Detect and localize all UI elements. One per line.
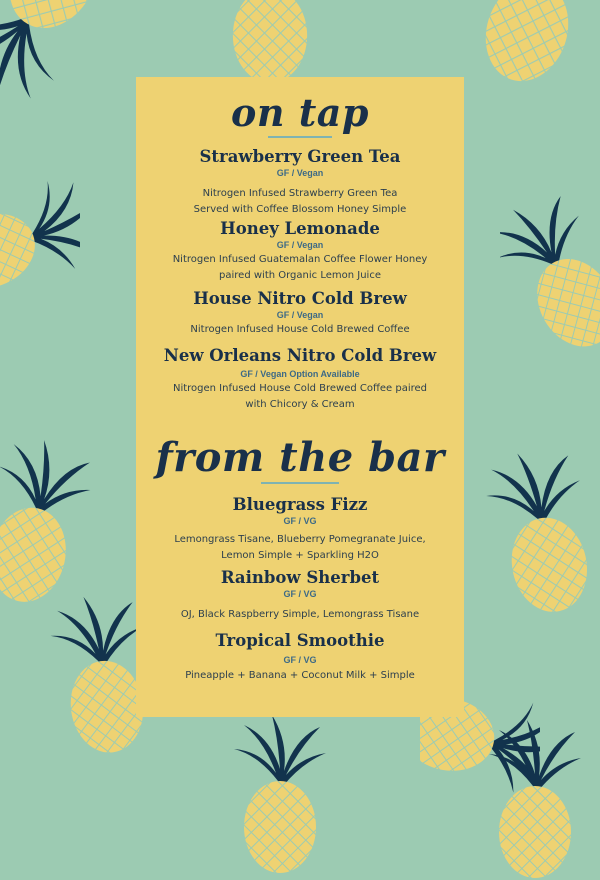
item-tag: GF / Vegan Option Available <box>240 369 360 380</box>
item-description <box>136 381 464 412</box>
item-description-line: Lemon Simple + Sparkling H2O <box>221 549 379 561</box>
item-tag: GF / VG <box>283 589 317 600</box>
pineapple-icon <box>0 0 100 100</box>
item-description-line: Nitrogen Infused Guatemalan Coffee Flower Honey <box>172 254 428 266</box>
menu-item <box>136 569 464 623</box>
pineapple-icon <box>500 195 600 355</box>
menu-item <box>136 347 464 412</box>
menu-item <box>136 148 464 217</box>
item-description <box>136 252 464 283</box>
item-name: Tropical Smoothie <box>215 630 385 650</box>
item-name: Honey Lemonade <box>220 219 380 239</box>
item-name: Bluegrass Fizz <box>232 495 368 515</box>
menu-item <box>136 220 464 283</box>
item-tag: GF / VG <box>283 654 317 665</box>
pineapple-icon <box>480 450 600 615</box>
item-description-line: Nitrogen Infused Strawberry Green Tea <box>202 188 398 200</box>
title-underline <box>261 482 339 484</box>
item-name: New Orleans Nitro Cold Brew <box>163 345 437 365</box>
menu-item <box>136 290 464 338</box>
item-description <box>136 186 464 217</box>
item-tag: GF / Vegan <box>276 168 324 179</box>
item-description-line: Lemongrass Tisane, Blueberry Pomegranate Juice, <box>174 534 426 546</box>
menu-panel <box>136 77 464 717</box>
pineapple-icon <box>0 160 80 320</box>
title-underline <box>268 136 332 138</box>
item-description-line: Nitrogen Infused House Cold Brewed Coffee paired <box>172 383 428 395</box>
item-description: OJ, Black Raspberry Simple, Lemongrass Tisane <box>180 609 420 621</box>
pineapple-icon <box>225 715 335 875</box>
pineapple-icon <box>215 0 325 85</box>
menu-item <box>136 496 464 563</box>
item-name: Rainbow Sherbet <box>220 568 380 588</box>
item-tag: GF / Vegan <box>276 240 324 251</box>
item-name: House Nitro Cold Brew <box>193 289 407 309</box>
menu-item <box>136 632 464 684</box>
item-description-line: paired with Organic Lemon Juice <box>219 269 381 281</box>
item-description: Pineapple + Banana + Coconut Milk + Simple <box>185 669 415 681</box>
section-title-on-tap: on tap <box>231 90 369 135</box>
item-tag: GF / VG <box>283 516 317 527</box>
pineapple-icon <box>480 720 590 880</box>
item-description-line: Served with Coffee Blossom Honey Simple <box>193 203 407 215</box>
item-description-line: with Chicory & Cream <box>245 398 355 410</box>
section-title-from-the-bar: from the bar <box>155 434 445 482</box>
item-description <box>136 532 464 563</box>
pineapple-icon <box>478 0 598 86</box>
item-description: Nitrogen Infused House Cold Brewed Coffee <box>190 324 410 336</box>
item-name: Strawberry Green Tea <box>199 147 401 166</box>
pineapple-icon <box>0 440 95 605</box>
item-tag: GF / Vegan <box>276 310 324 321</box>
